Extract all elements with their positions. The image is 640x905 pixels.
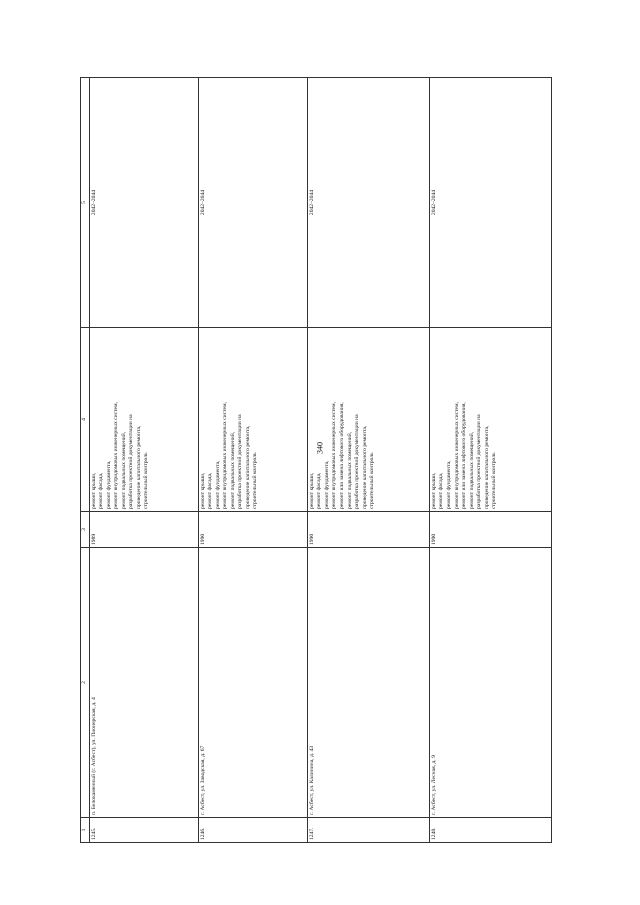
work-item: ремонт или замена лифтового оборудования, bbox=[338, 402, 345, 509]
work-item: ремонт внутридомовых инженерных систем, bbox=[222, 402, 229, 509]
year-cell: 1990 bbox=[198, 512, 307, 548]
address-cell: г. Асбест, ул. Лесная, д. 9 bbox=[429, 548, 551, 818]
work-item: проведение капитального ремонта, bbox=[361, 425, 368, 509]
work-item: ремонт крыши, bbox=[308, 472, 315, 509]
work-item: ремонт подвальных помещений, bbox=[120, 431, 127, 509]
work-item: строительный контроль bbox=[491, 452, 498, 509]
row-number: 1248. bbox=[429, 818, 551, 843]
work-item: ремонт крыши, bbox=[430, 472, 437, 509]
header-row bbox=[81, 78, 90, 843]
repair-schedule-table bbox=[80, 77, 552, 843]
works-cell bbox=[198, 328, 307, 512]
work-item: проведение капитального ремонта, bbox=[135, 425, 142, 509]
period-cell: 2042–2044 bbox=[307, 78, 429, 328]
header-col-2: 2 bbox=[81, 548, 90, 818]
row-number: 1247. bbox=[307, 818, 429, 843]
work-item: ремонт фундамента, bbox=[323, 460, 330, 509]
work-item: ремонт крыши, bbox=[199, 472, 206, 509]
works-cell bbox=[89, 328, 198, 512]
address-cell: г. Асбест, ул. Заводская, д. 67 bbox=[198, 548, 307, 818]
work-item: разработка проектной документации на bbox=[237, 414, 244, 509]
table-row bbox=[198, 78, 307, 843]
table-row bbox=[429, 78, 551, 843]
period-cell: 2042–2044 bbox=[89, 78, 198, 328]
work-item: ремонт фасада, bbox=[98, 472, 105, 509]
work-item: проведение капитального ремонта, bbox=[483, 425, 490, 509]
work-item: ремонт фасада, bbox=[207, 472, 214, 509]
work-item: ремонт внутридомовых инженерных систем, bbox=[331, 402, 338, 509]
rotated-table-wrapper bbox=[80, 78, 552, 843]
work-item: ремонт подвальных помещений, bbox=[468, 431, 475, 509]
work-item: ремонт внутридомовых инженерных систем, bbox=[453, 402, 460, 509]
header-col-1: 1 bbox=[81, 818, 90, 843]
work-item: ремонт фасада, bbox=[438, 472, 445, 509]
work-item: разработка проектной документации на bbox=[128, 414, 135, 509]
address-cell: п. Белокаменный (г. Асбест), ул. Пионерская, д. 4 bbox=[89, 548, 198, 818]
works-cell bbox=[307, 328, 429, 512]
address-cell: г. Асбест, ул. Калинина, д. 43 bbox=[307, 548, 429, 818]
table-row bbox=[307, 78, 429, 843]
work-item: ремонт фундамента, bbox=[214, 460, 221, 509]
work-item: строительный контроль bbox=[252, 452, 259, 509]
work-item: проведение капитального ремонта, bbox=[244, 425, 251, 509]
work-item: разработка проектной документации на bbox=[476, 414, 483, 509]
row-number: 1245. bbox=[89, 818, 198, 843]
year-cell: 1990 bbox=[429, 512, 551, 548]
year-cell: 1989 bbox=[89, 512, 198, 548]
header-col-4: 4 bbox=[81, 328, 90, 512]
header-col-3: 3 bbox=[81, 512, 90, 548]
year-cell: 1990 bbox=[307, 512, 429, 548]
works-cell bbox=[429, 328, 551, 512]
work-item: строительный контроль bbox=[143, 452, 150, 509]
row-number: 1246. bbox=[198, 818, 307, 843]
work-item: ремонт или замена лифтового оборудования, bbox=[461, 402, 468, 509]
period-cell: 2042–2044 bbox=[429, 78, 551, 328]
header-col-5: 5 bbox=[81, 78, 90, 328]
work-item: ремонт подвальных помещений, bbox=[229, 431, 236, 509]
work-item: ремонт крыши, bbox=[90, 472, 97, 509]
work-item: ремонт фасада, bbox=[316, 472, 323, 509]
work-item: ремонт подвальных помещений, bbox=[346, 431, 353, 509]
period-cell: 2042–2044 bbox=[198, 78, 307, 328]
table-row bbox=[89, 78, 198, 843]
work-item: строительный контроль bbox=[369, 452, 376, 509]
page-number: 340 bbox=[315, 442, 325, 454]
work-item: ремонт внутридомовых инженерных систем, bbox=[113, 402, 120, 509]
work-item: ремонт фундамента, bbox=[445, 460, 452, 509]
work-item: разработка проектной документации на bbox=[354, 414, 361, 509]
work-item: ремонт фундамента, bbox=[105, 460, 112, 509]
